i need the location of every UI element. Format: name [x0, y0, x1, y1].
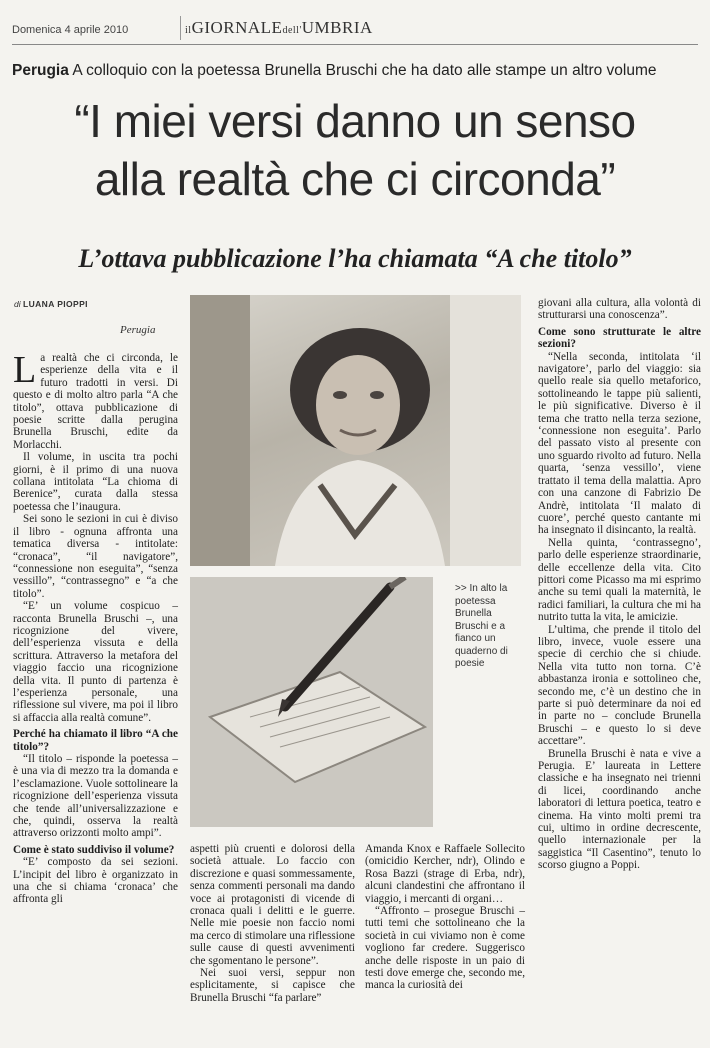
column-4	[538, 297, 701, 872]
column-2	[190, 843, 355, 1004]
col2-paragraph-1: aspetti più cruenti e dolorosi della società attuale. Lo faccio con discrezione e quasi sommessamente, senza commenti personali ma dando voce ai protagonisti di vicende di cronaca quali i delitti e le guerre. Nelle mie poesie non faccio nomi ma cerco di stimolare una riflessione sulle cause di questi avvenimenti che sgomentano le persone”.	[190, 843, 355, 967]
col4-paragraph-4: L’ultima, che prende il titolo del libro, invece, vuole essere una specie di cerchio che si chiude. Nella vita tutto non torna. C’è abbastanza ironia e sottolineo che, secondo me, c’è un destino che in parte si può determinare da noi ed in parte no – conclude Brunella Bruschi – e questo lo si deve accettare”.	[538, 623, 701, 748]
drop-cap: L	[13, 349, 37, 391]
headline-line-1: “I miei versi danno un senso	[74, 95, 636, 147]
portrait-illustration	[190, 295, 521, 566]
col1-paragraph-5: “Il titolo – risponde la poetessa – è una via di mezzo tra la domanda e l’esclamazione. Vuole sottolineare la ricognizione dell’esperienza vissuta che tende all’universalizzazione e che, quindi, osserva la realtà attraverso orizzonti molto ampi”.	[13, 753, 179, 840]
masthead-prefix: il	[185, 25, 192, 36]
col1-question-2: Come è stato suddiviso il volume?	[13, 843, 175, 856]
subheadline: L’ottava pubblicazione l’ha chiamata “A che titolo”	[78, 244, 632, 273]
col4-paragraph-1: giovani alla cultura, alla volontà di strutturarsi una conoscenza”.	[538, 297, 701, 322]
header-separator	[180, 16, 181, 40]
col2-paragraph-2: Nei suoi versi, seppur non esplicitamente, si capisce che Brunella Bruschi “fa parlare”	[190, 967, 355, 1004]
newspaper-masthead	[185, 18, 373, 38]
col4-paragraph-5: Brunella Bruschi è nata e vive a Perugia. E’ laureata in Lettere classiche e ha insegnato nei trienni di licei, coordinando anche laboratori di lettura poetica, teatro e cinema. Ha vinto molti premi tra cui, ultimo in ordine decrescente, quello internazionale per la saggistica “Il Casentino”, tenuto lo scorso giugno a Poppi.	[538, 747, 701, 872]
column-3	[365, 843, 525, 992]
col1-paragraph-2: Il volume, in uscita tra pochi giorni, è il primo di una nuova collana intitolata “La chioma di Berenice”, curata dalla stessa poetessa che l’inaugura.	[13, 451, 178, 513]
masthead-region: UMBRIA	[301, 18, 373, 37]
col4-paragraph-3: Nella quinta, ‘contrassegno’, parlo delle esperienze straordinarie, delle eccellenze della vita. Cito pittori come Picasso ma mi esprimo anche su temi quali la maternità, le radici familiari, la cultura che mi ha nutrito tutta la vita, le amicizie.	[538, 536, 701, 624]
col1-paragraph-6: “E’ composto da sei sezioni. L’incipit del libro è organizzato in una che si chiama ‘cronaca’ che affronta gli	[13, 856, 178, 906]
dateline: Perugia	[120, 324, 156, 336]
masthead-mid: dell'	[282, 25, 302, 36]
byline-prefix: di	[14, 299, 21, 309]
col1-paragraph-4: “E’ un volume cospicuo – racconta Brunella Bruschi –, una ricognizione del vivere, dell’esperienza vissuta e della scrittura. Attraverso la metafora del viaggio faccio una ricognizione della vita. Il punto di partenza è l’esperienza personale, una riflessione sul vivere, ma poi il libro si affaccia alla realtà comune”.	[13, 600, 178, 724]
headline-line-2: alla realtà che ci circonda”	[94, 153, 616, 205]
col4-question-1: Come sono strutturate le altre sezioni?	[538, 325, 701, 351]
kicker-text: A colloquio con la poetessa Brunella Bruschi che ha dato alle stampe un altro volume	[72, 62, 657, 79]
issue-date: Domenica 4 aprile 2010	[12, 24, 129, 36]
byline	[14, 299, 88, 309]
photo-poetry-notebook	[190, 577, 433, 827]
headline	[0, 92, 710, 208]
photo-caption: >> In alto la poetessa Brunella Bruschi e a fianco un quaderno di poesie	[455, 583, 508, 669]
kicker	[12, 62, 702, 80]
kicker-place: Perugia	[12, 62, 69, 79]
col1-paragraph-1: a realtà che ci circonda, le esperienze della vita e il futuro tradotti in versi. Di questo e di molto altro parla “A che titolo”, ottava pubblicazione di poesie scritte dalla perugina Brunella Bruschi, edite da Morlacchi.	[13, 352, 178, 451]
col3-paragraph-1: Amanda Knox e Raffaele Sollecito (omicidio Kercher, ndr), Olindo e Rosa Bazzi (strage di Erba, ndr), alcuni clandestini che affrontano il viaggio, i mercanti di organi…	[365, 843, 525, 905]
col1-question-1: Perché ha chiamato il libro “A che titolo”?	[13, 728, 178, 753]
notebook-illustration	[190, 577, 433, 827]
byline-author: LUANA PIOPPI	[23, 299, 88, 309]
col3-paragraph-2: “Affronto – prosegue Bruschi – tutti temi che sottolineano che la società in cui viviamo non è come vogliono far credere. Suggerisco anche delle risposte in un paio di testi dove emerge che, secondo me, manca la curiosità dei	[365, 905, 525, 992]
photo-poetess-portrait	[190, 295, 521, 566]
column-1	[13, 349, 179, 906]
masthead-main: GIORNALE	[191, 18, 283, 37]
col4-paragraph-2: “Nella seconda, intitolata ‘il navigatore’, parlo del viaggio: sia quello reale sia quello metaforico, sottolineando le tappe più salienti, le più significative. Diverso è il tema che tratto nella terza sezione, ‘connessione non eseguita’. Parlo del passato visto al presente con uno sguardo rivolto ad futuro. Nella quarta, ‘senza vessillo’, viene trattato il tema della malattia. Apro con una canzone di Fabrizio De Andrè, intitolata ‘Il malato di cuore’, perché questo cantante mi ha insegnato il disincanto, la realtà.	[538, 350, 701, 537]
col1-paragraph-3: Sei sono le sezioni in cui è diviso il libro - ognuna affronta una tematica diversa - intitolate: “cronaca”, “il navigatore”, “connessione non eseguita”, “senza vessillo”, “contrassegno” e “a che titolo”.	[13, 513, 178, 600]
header-rule	[12, 44, 698, 45]
